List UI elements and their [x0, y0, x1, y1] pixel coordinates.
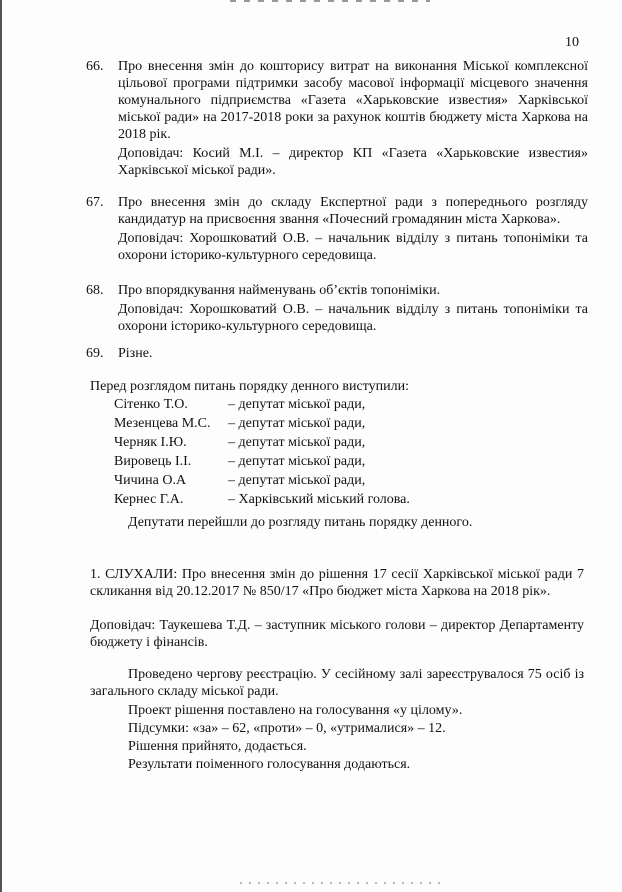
- speaker-name: Чичина О.А: [114, 473, 187, 488]
- scan-bottom-artifact: [240, 882, 440, 884]
- speaker-name: Сітенко Т.О.: [114, 397, 188, 412]
- agenda-item-number: 67.: [86, 195, 104, 210]
- adopted-note: Рішення прийнято, додається.: [128, 739, 307, 754]
- speakers-intro: Перед розглядом питань порядку денного виступили:: [90, 379, 410, 394]
- scan-left-edge: [0, 0, 2, 892]
- speaker-row: [114, 433, 410, 452]
- heard-item-1: 1. СЛУХАЛИ: Про внесення змін до рішення 17 сесії Харківської міської ради 7 скликання від 20.12.2017 № 850/17 «Про бюджет міста Харкова на 2018 рік».: [90, 567, 584, 599]
- speaker-name: Мезенцева М.С.: [114, 416, 211, 431]
- speaker-role: – депутат міської ради,: [228, 454, 366, 469]
- agenda-item-reporter: Доповідач: Хорошковатий О.В. – начальник відділу з питань топоніміки та охорони історико-культурного середовища.: [118, 231, 588, 263]
- vote-results: Підсумки: «за» – 62, «проти» – 0, «утрималися» – 12.: [128, 721, 446, 736]
- speaker-name: Черняк І.Ю.: [114, 435, 187, 450]
- speaker-row: [114, 414, 410, 433]
- speaker-row: [114, 471, 410, 490]
- speaker-role: – депутат міської ради,: [228, 473, 366, 488]
- page-number: 10: [565, 35, 579, 50]
- speaker-row: [114, 490, 410, 509]
- agenda-item-number: 68.: [86, 283, 104, 298]
- agenda-item-number: 66.: [86, 59, 104, 74]
- speaker-row: [114, 395, 410, 414]
- agenda-item-number: 69.: [86, 346, 104, 361]
- registration-note: Проведено чергову реєстрацію. У сесійному залі зареєструвалося 75 осіб із загального складу міської ради.: [90, 667, 584, 699]
- agenda-item-title: Про внесення змін до складу Експертної ради з попереднього розгляду кандидатур на присвоєння звання «Почесний громадянин міста Харкова».: [118, 195, 588, 227]
- heard-item-1-reporter: Доповідач: Таукешева Т.Д. – заступник міського голови – директор Департаменту бюджету і фінансів.: [90, 618, 584, 650]
- speaker-name: Вировець І.І.: [114, 454, 192, 469]
- speaker-role: – Харківський міський голова.: [228, 492, 410, 507]
- agenda-item-title: Різне.: [118, 346, 153, 361]
- speaker-row: [114, 452, 410, 471]
- agenda-item-title: Про впорядкування найменувань об’єктів топоніміки.: [118, 283, 441, 298]
- transition-note: Депутати перейшли до розгляду питань порядку денного.: [128, 515, 473, 530]
- agenda-item-reporter: Доповідач: Хорошковатий О.В. – начальник відділу з питань топоніміки та охорони історико-культурного середовища.: [118, 302, 588, 334]
- speaker-role: – депутат міської ради,: [228, 416, 366, 431]
- agenda-item-reporter: Доповідач: Косий М.І. – директор КП «Газета «Харьковские известия» Харківської міської ради».: [118, 146, 588, 178]
- agenda-item-title: Про внесення змін до кошторису витрат на виконання Міської комплексної цільової програми підтримки засобу масової інформації місцевого значення комунального підприємства «Газета «Харьковские известия» Харківської міської ради» на 2017-2018 роки за рахунок коштів бюджету міста Харкова на 2018 рік.: [118, 59, 588, 142]
- vote-put-note: Проект рішення поставлено на голосування «у цілому».: [128, 703, 463, 718]
- speakers-list: [114, 395, 410, 509]
- speaker-name: Кернес Г.А.: [114, 492, 184, 507]
- scan-top-artifact: [230, 0, 430, 2]
- roll-call-note: Результати поіменного голосування додаються.: [128, 757, 411, 772]
- speaker-role: – депутат міської ради,: [228, 435, 366, 450]
- speaker-role: – депутат міської ради,: [228, 397, 366, 412]
